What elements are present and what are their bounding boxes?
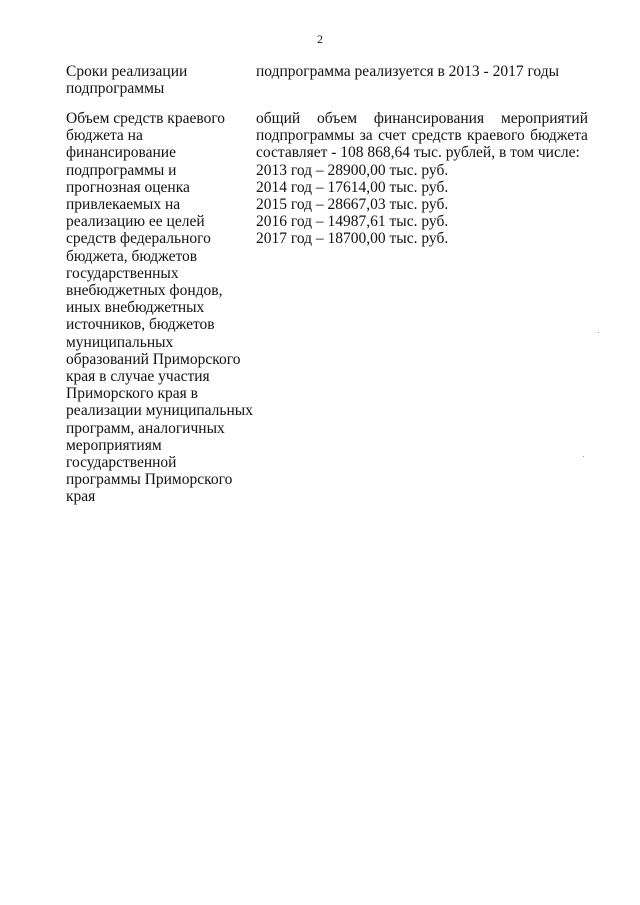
- label-line: иных внебюджетных: [66, 299, 205, 317]
- scan-speck: [598, 332, 599, 333]
- word: бюджета: [530, 127, 588, 145]
- word: за: [359, 127, 373, 145]
- word: краевого: [467, 127, 525, 145]
- value-line-year-2015: 2015 год – 28667,03 тыс. руб.: [256, 196, 449, 214]
- value-line-year-2016: 2016 год – 14987,61 тыс. руб.: [256, 213, 449, 231]
- row-value: [256, 63, 588, 97]
- value-line-year-2014: 2014 год – 17614,00 тыс. руб.: [256, 178, 449, 196]
- label-line: привлекаемых на: [66, 196, 181, 214]
- label-line: государственных: [66, 264, 179, 282]
- label-line: внебюджетных фондов,: [66, 282, 223, 300]
- label-line: государственной: [66, 454, 177, 472]
- label-line: программы Приморского: [66, 471, 233, 489]
- label-line: подпрограммы: [66, 80, 165, 98]
- label-line: Объем средств краевого: [66, 110, 226, 127]
- word: подпрограммы: [256, 127, 355, 145]
- label-line: подпрограммы и: [66, 161, 177, 179]
- scan-speck: [583, 456, 584, 457]
- label-line: края в случае участия: [66, 368, 210, 386]
- label-line: финансирование: [66, 144, 176, 162]
- label-line: края: [66, 488, 96, 506]
- row-value: [256, 110, 588, 506]
- label-line: мероприятиям: [66, 436, 162, 454]
- label-line: прогнозная оценка: [66, 178, 190, 196]
- word: финансирования: [373, 110, 485, 127]
- value-line-justified: [256, 127, 588, 144]
- label-line: программ, аналогичных: [66, 419, 225, 437]
- label-line: Приморского края в: [66, 385, 198, 403]
- table-row-implementation-period: [66, 63, 588, 97]
- label-line: реализацию ее целей: [66, 213, 205, 231]
- word: средств: [411, 127, 462, 145]
- page-number: 2: [317, 32, 323, 46]
- word: общий: [256, 110, 301, 127]
- value-line: составляет - 108 868,64 тыс. рублей, в том числе:: [256, 144, 580, 162]
- table-row-funding-volume: [66, 110, 588, 506]
- row-label: [66, 63, 256, 97]
- value-line-justified: [256, 110, 588, 127]
- label-line: муниципальных: [66, 333, 174, 351]
- value-line-year-2017: 2017 год – 18700,00 тыс. руб.: [256, 230, 449, 248]
- label-line: Сроки реализации: [66, 63, 188, 80]
- label-line: реализации муниципальных: [66, 402, 253, 420]
- word: объем: [317, 110, 358, 127]
- label-line: средств федерального: [66, 230, 211, 248]
- word: счет: [378, 127, 407, 145]
- label-line: образований Приморского: [66, 350, 241, 368]
- label-line: бюджета, бюджетов: [66, 247, 198, 265]
- value-line-year-2013: 2013 год – 28900,00 тыс. руб.: [256, 161, 449, 179]
- value-line: подпрограмма реализуется в 2013 - 2017 годы: [256, 63, 560, 80]
- word: мероприятий: [500, 110, 588, 127]
- row-label: [66, 110, 256, 506]
- label-line: источников, бюджетов: [66, 316, 215, 334]
- label-line: бюджета на: [66, 127, 143, 145]
